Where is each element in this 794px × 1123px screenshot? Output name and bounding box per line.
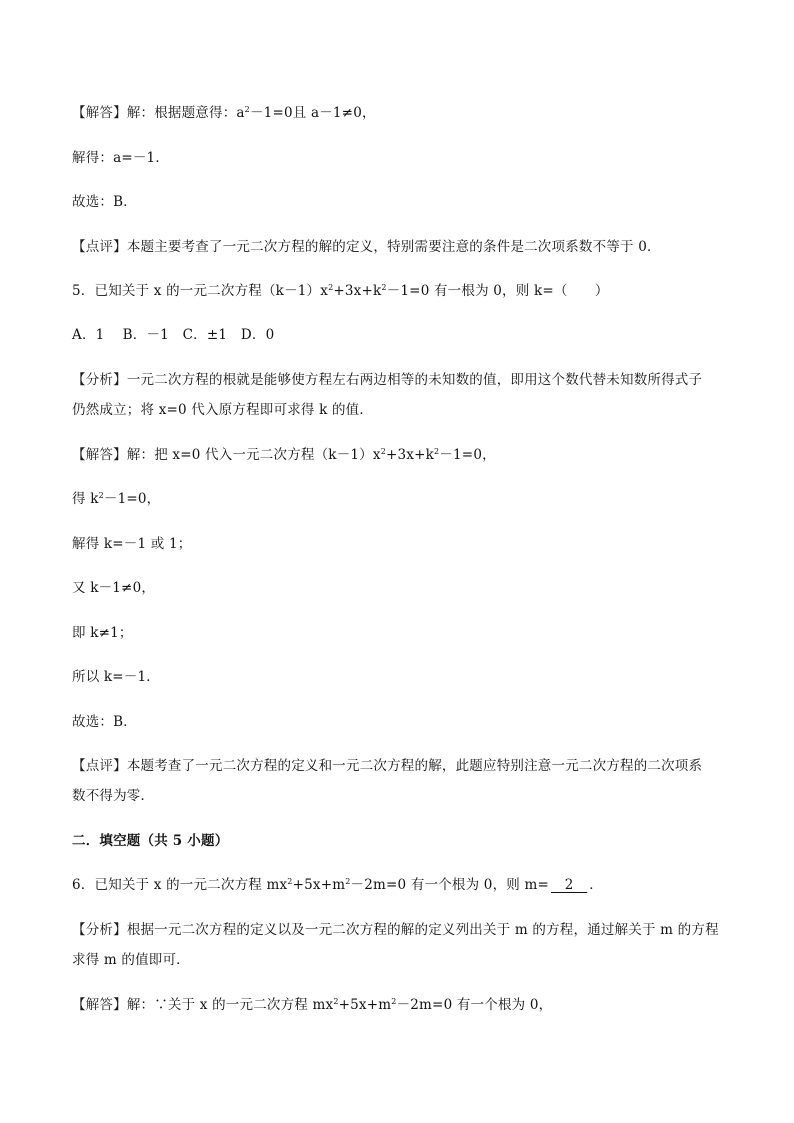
review-5-line-2: 数不得为零．: [72, 788, 155, 804]
analysis-tag: 【分析】: [72, 922, 127, 938]
analysis-6-line-1: 【分析】根据一元二次方程的定义以及一元二次方程的解的定义列出关于 m 的方程，通过解关于 m 的方程: [72, 922, 719, 938]
analysis-line-2: 仍然成立；将 x=0 代入原方程即可求得 k 的值．: [72, 402, 374, 418]
step-line-2: 解得 k=－1 或 1；: [72, 536, 192, 552]
section-heading: 二．填空题（共 5 小题）: [72, 833, 229, 849]
answer-6-line: 【解答】解：∵关于 x 的一元二次方程 $mx^2+5x+m^2-2m=0$ 有一个根为 0，: [72, 997, 553, 1013]
question-5-options: A．1 B．－1 C．±1 D．0: [72, 327, 275, 343]
review-tag: 【点评】: [72, 239, 127, 255]
review-line: 【点评】本题主要考查了一元二次方程的解的定义，特别需要注意的条件是二次项系数不等于 0．: [72, 239, 661, 255]
answer-tag: 【解答】: [72, 447, 127, 463]
solution-line: 解得：a=－1．: [72, 150, 170, 166]
step-line-5: 所以 k=－1．: [72, 669, 160, 685]
step-line-6: 故选：B．: [72, 714, 137, 730]
analysis-6-line-2: 求得 m 的值即可．: [72, 952, 190, 968]
answer-blank: 2: [551, 877, 588, 893]
answer-tag: 【解答】: [72, 997, 127, 1013]
answer-5-line: 【解答】解：把 x=0 代入一元二次方程$(k-1)x^2+3x+k^2-1=0$，: [72, 447, 496, 463]
step-line-3: 又 k－1≠0，: [72, 580, 156, 596]
answer-tag: 【解答】: [72, 105, 127, 121]
review-tag: 【点评】: [72, 758, 127, 774]
review-5-line-1: 【点评】本题考查了一元二次方程的定义和一元二次方程的解，此题应特别注意一元二次方程的二次项系: [72, 758, 703, 774]
question-6: 6．已知关于 x 的一元二次方程 $mx^2+5x+m^2-2m=0$ 有一个根为 0，则 m= 2 ．: [72, 877, 603, 893]
analysis-tag: 【分析】: [72, 372, 127, 388]
answer-line-1: 【解答】解：根据题意得：$a^2-1=0$且 a－1≠0，: [72, 105, 376, 121]
step-line-1: 得 $k^2-1=0$，: [72, 491, 161, 507]
question-5: 5．已知关于 x 的一元二次方程$(k-1)x^2+3x+k^2-1=0$ 有一根为 0，则 k=（ ）: [72, 283, 609, 299]
step-line-4: 即 k≠1；: [72, 625, 133, 641]
analysis-line-1: 【分析】一元二次方程的根就是能够使方程左右两边相等的未知数的值，即用这个数代替未知数所得式子: [72, 372, 703, 388]
choice-line: 故选：B．: [72, 194, 137, 210]
